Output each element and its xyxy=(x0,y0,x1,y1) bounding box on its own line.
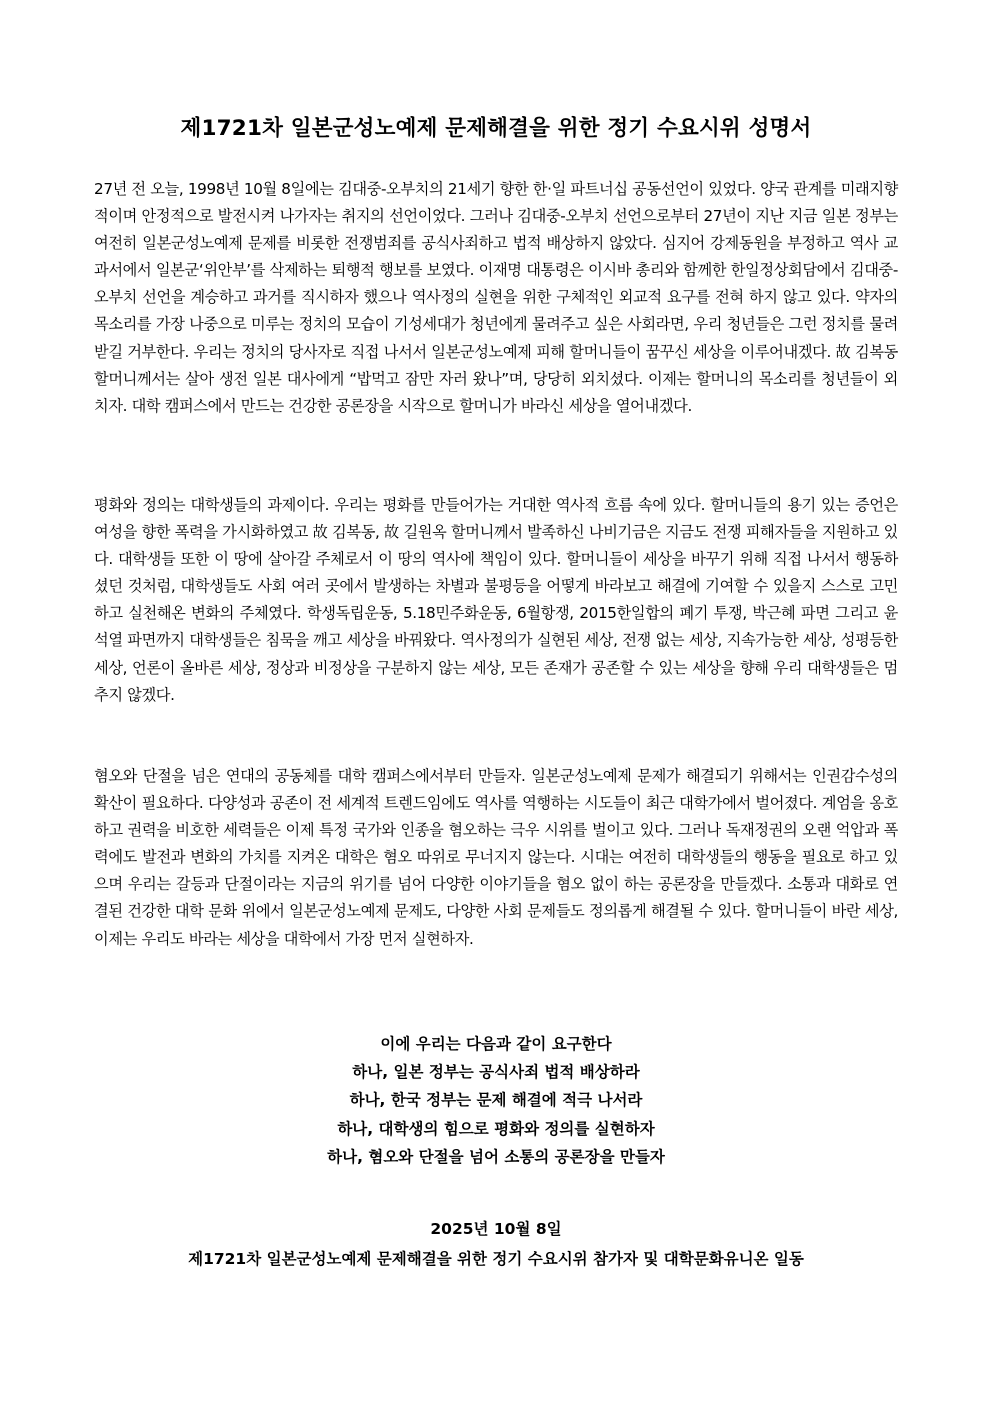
signature-block xyxy=(0,1214,992,1274)
body-paragraph-3: 혐오와 단절을 넘은 연대의 공동체를 대학 캠퍼스에서부터 만들자. 일본군성노예제 문제가 해결되기 위해서는 인권감수성의 확산이 필요하다. 다양성과 공존이 전 세계적 트렌드임에도 역사를 역행하는 시도들이 최근 대학가에서 벌어졌다. 계엄을 옹호하고 권력을 비호한 세력들은 이제 특정 국가와 인종을 혐오하는 극우 시위를 벌이고 있다. 그러나 독재정권의 오랜 억압과 폭력에도 발전과 변화의 가치를 지켜온 대학은 혐오 따위로 무너지지 않는다. 시대는 여전히 대학생들의 행동을 필요로 하고 있으며 우리는 갈등과 단절이라는 지금의 위기를 넘어 다양한 이야기들을 혐오 없이 하는 공론장을 만들겠다. 소통과 대화로 연결된 건강한 대학 문화 위에서 일본군성노예제 문제도, 다양한 사회 문제들도 정의롭게 해결될 수 있다. 할머니들이 바란 세상, 이제는 우리도 바라는 세상을 대학에서 가장 먼저 실현하자. xyxy=(94,767,898,948)
statement-date: 2025년 10월 8일 xyxy=(430,1220,562,1238)
document-title: 제1721차 일본군성노예제 문제해결을 위한 정기 수요시위 성명서 xyxy=(180,116,812,141)
demand-item-3: 하나, 대학생의 힘으로 평화와 정의를 실현하자 xyxy=(337,1119,655,1138)
signatories: 제1721차 일본군성노예제 문제해결을 위한 정기 수요시위 참가자 및 대학문화유니온 일동 xyxy=(188,1250,804,1268)
demand-item-2: 하나, 한국 정부는 문제 해결에 적극 나서라 xyxy=(349,1091,643,1110)
demand-item-4: 하나, 혐오와 단절을 넘어 소통의 공론장을 만들자 xyxy=(327,1147,665,1166)
body-paragraph-2: 평화와 정의는 대학생들의 과제이다. 우리는 평화를 만들어가는 거대한 역사적 흐름 속에 있다. 할머니들의 용기 있는 증언은 여성을 향한 폭력을 가시화하였고 故 김복동, 故 길원옥 할머니께서 발족하신 나비기금은 지금도 전쟁 피해자들을 지원하고 있다. 대학생들 또한 이 땅에 살아갈 주체로서 이 땅의 역사에 책임이 있다. 할머니들이 세상을 바꾸기 위해 직접 나서서 행동하셨던 것처럼, 대학생들도 사회 여러 곳에서 발생하는 차별과 불평등을 어떻게 바라보고 해결에 기여할 수 있을지 스스로 고민하고 실천해온 변화의 주체였다. 학생독립운동, 5.18민주화운동, 6월항쟁, 2015한일합의 폐기 투쟁, 박근혜 파면 그리고 윤석열 파면까지 대학생들은 침묵을 깨고 세상을 바꿔왔다. 역사정의가 실현된 세상, 전쟁 없는 세상, 지속가능한 세상, 성평등한 세상, 언론이 올바른 세상, 정상과 비정상을 구분하지 않는 세상, 모든 존재가 공존할 수 있는 세상을 향해 우리 대학생들은 멈추지 않겠다. xyxy=(94,496,898,704)
body-paragraph-1: 27년 전 오늘, 1998년 10월 8일에는 김대중-오부치의 21세기 향한 한·일 파트너십 공동선언이 있었다. 양국 관계를 미래지향적이며 안정적으로 발전시켜 나가자는 취지의 선언이었다. 그러나 김대중-오부치 선언으로부터 27년이 지난 지금 일본 정부는 여전히 일본군성노예제 문제를 비롯한 전쟁범죄를 공식사죄하고 법적 배상하지 않았다. 심지어 강제동원을 부정하고 역사 교과서에서 일본군‘위안부’를 삭제하는 퇴행적 행보를 보였다. 이재명 대통령은 이시바 총리와 함께한 한일정상회담에서 김대중-오부치 선언을 계승하고 과거를 직시하자 했으나 역사정의 실현을 위한 구체적인 외교적 요구를 전혀 하지 않고 있다. 약자의 목소리를 가장 나중으로 미루는 정치의 모습이 기성세대가 청년에게 물려주고 싶은 사회라면, 우리 청년들은 그런 정치를 물려받길 거부한다. 우리는 정치의 당사자로 직접 나서서 일본군성노예제 피해 할머니들이 꿈꾸신 세상을 이루어내겠다. 故 김복동 할머니께서는 살아 생전 일본 대사에게 “밥먹고 잠만 자러 왔나”며, 당당히 외치셨다. 이제는 할머니의 목소리를 청년들이 외치자. 대학 캠퍼스에서 만드는 건강한 공론장을 시작으로 할머니가 바라신 세상을 열어내겠다. xyxy=(94,180,899,415)
demands-block xyxy=(0,1030,992,1171)
demand-item-1: 하나, 일본 정부는 공식사죄 법적 배상하라 xyxy=(352,1063,640,1082)
demands-intro: 이에 우리는 다음과 같이 요구한다 xyxy=(380,1035,612,1053)
